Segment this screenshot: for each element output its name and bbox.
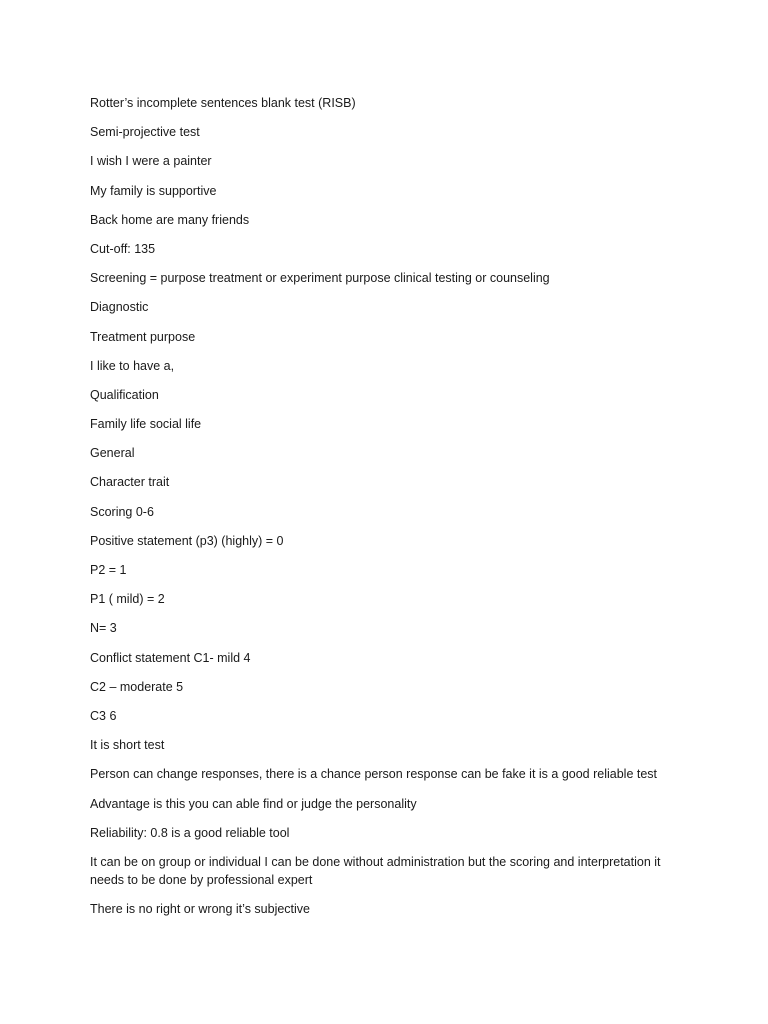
paragraph-family-life: Family life social life: [90, 417, 202, 432]
paragraph-test-type: Semi-projective test: [90, 125, 200, 140]
paragraph-positive-statement: Positive statement (p3) (highly) = 0: [90, 533, 284, 548]
paragraph-character-trait: Character trait: [90, 475, 170, 490]
paragraph-cutoff: Cut-off: 135: [90, 241, 156, 256]
paragraph-example-2: My family is supportive: [90, 183, 217, 198]
paragraph-p2: P2 = 1: [90, 563, 127, 577]
paragraph-treatment: Treatment purpose: [90, 329, 196, 344]
paragraph-conflict-c2: C2 – moderate 5: [90, 679, 184, 694]
paragraph-scoring: Scoring 0-6: [90, 504, 154, 519]
paragraph-general: General: [90, 446, 135, 461]
paragraph-subjective: There is no right or wrong it’s subjective: [90, 902, 311, 917]
paragraph-qualification: Qualification: [90, 387, 159, 402]
paragraph-conflict-c3: C3 6: [90, 708, 117, 723]
paragraph-change-responses: Person can change responses, there is a chance person response can be fake it is a good reliable test: [90, 767, 658, 782]
paragraph-example-3: Back home are many friends: [90, 212, 250, 227]
paragraph-screening: Screening = purpose treatment or experiment purpose clinical testing or counseling: [90, 271, 550, 286]
paragraph-title: Rotter’s incomplete sentences blank test (RISB): [90, 96, 356, 110]
paragraph-advantage: Advantage is this you can able find or judge the personality: [90, 796, 417, 811]
document-body: [90, 94, 690, 929]
paragraph-example-1: I wish I were a painter: [90, 154, 212, 169]
paragraph-reliability: Reliability: 0.8 is a good reliable tool: [90, 825, 290, 840]
paragraph-like-to-have: I like to have a,: [90, 358, 175, 373]
paragraph-n: N= 3: [90, 621, 117, 636]
paragraph-short-test: It is short test: [90, 738, 165, 753]
paragraph-conflict-c1: Conflict statement C1- mild 4: [90, 650, 251, 665]
paragraph-p1: P1 ( mild) = 2: [90, 592, 165, 607]
paragraph-diagnostic: Diagnostic: [90, 300, 149, 315]
paragraph-administration: It can be on group or individual I can be done without administration but the scoring and interpretation it needs to be done by professional expert: [90, 854, 661, 887]
